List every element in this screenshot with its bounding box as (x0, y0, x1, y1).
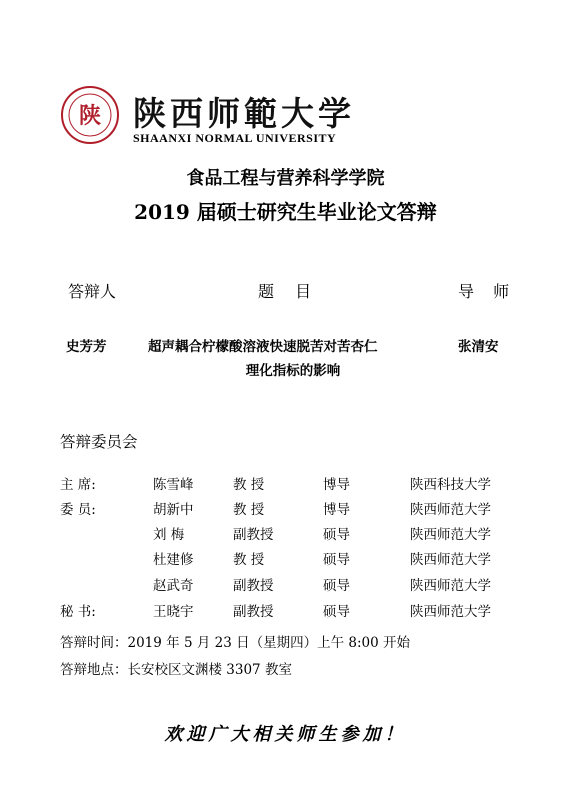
member-name: 刘 梅 (153, 527, 185, 543)
college-name: 食品工程与营养科学学院 (186, 168, 385, 189)
member-name: 胡新中 (153, 502, 194, 518)
member-name: 杜建修 (153, 552, 194, 568)
university-seal-icon (60, 85, 120, 145)
member-role: 主 席: (60, 477, 96, 493)
member-unit: 陕西师范大学 (410, 552, 491, 568)
university-logo (60, 85, 120, 145)
university-name-en: SHAANXI NORMAL UNIVERSITY (133, 131, 337, 145)
thesis-title-line1: 超声耦合柠檬酸溶液快速脱苦对苦杏仁 (148, 339, 378, 355)
advisor-name: 张清安 (458, 339, 499, 355)
member-unit: 陕西师范大学 (410, 604, 491, 620)
committee-heading: 答辩委员会 (60, 433, 138, 451)
member-title: 副教授 (233, 578, 274, 594)
member-supervisor: 硕导 (323, 578, 350, 594)
column-header-defender: 答辩人 (68, 282, 117, 301)
member-unit: 陕西师范大学 (410, 502, 491, 518)
member-unit: 陕西师范大学 (410, 527, 491, 543)
page-title: 2019 届硕士研究生毕业论文答辩 (134, 200, 437, 224)
member-title: 教 授 (233, 502, 265, 518)
member-supervisor: 硕导 (323, 527, 350, 543)
thesis-title (148, 335, 438, 383)
member-role: 秘 书: (60, 604, 96, 620)
defense-place: 答辩地点：长安校区文渊楼 3307 教室 (60, 662, 292, 678)
member-title: 副教授 (233, 527, 274, 543)
member-role: 委 员: (60, 502, 96, 518)
thesis-title-line2: 理化指标的影响 (245, 363, 341, 379)
welcome-message: 欢迎广大相关师生参加！ (164, 724, 407, 745)
member-unit: 陕西师范大学 (410, 578, 491, 594)
member-name: 陈雪峰 (153, 477, 194, 493)
member-title: 副教授 (233, 604, 274, 620)
defender-name: 史芳芳 (66, 339, 107, 355)
member-supervisor: 博导 (323, 477, 350, 493)
column-header-title: 题 目 (258, 282, 312, 301)
member-unit: 陕西科技大学 (410, 477, 491, 493)
member-title: 教 授 (233, 477, 265, 493)
seal-character: 陕 (78, 103, 102, 129)
member-name: 赵武奇 (153, 578, 194, 594)
member-name: 王晓宇 (153, 604, 194, 620)
university-name-cn: 陕西师範大学 (133, 94, 355, 133)
defense-time: 答辩时间：2019 年 5 月 23 日（星期四）上午 8:00 开始 (60, 635, 410, 651)
member-title: 教 授 (233, 552, 265, 568)
column-header-advisor: 导 师 (458, 282, 510, 301)
member-supervisor: 硕导 (323, 604, 350, 620)
member-supervisor: 硕导 (323, 552, 350, 568)
member-supervisor: 博导 (323, 502, 350, 518)
